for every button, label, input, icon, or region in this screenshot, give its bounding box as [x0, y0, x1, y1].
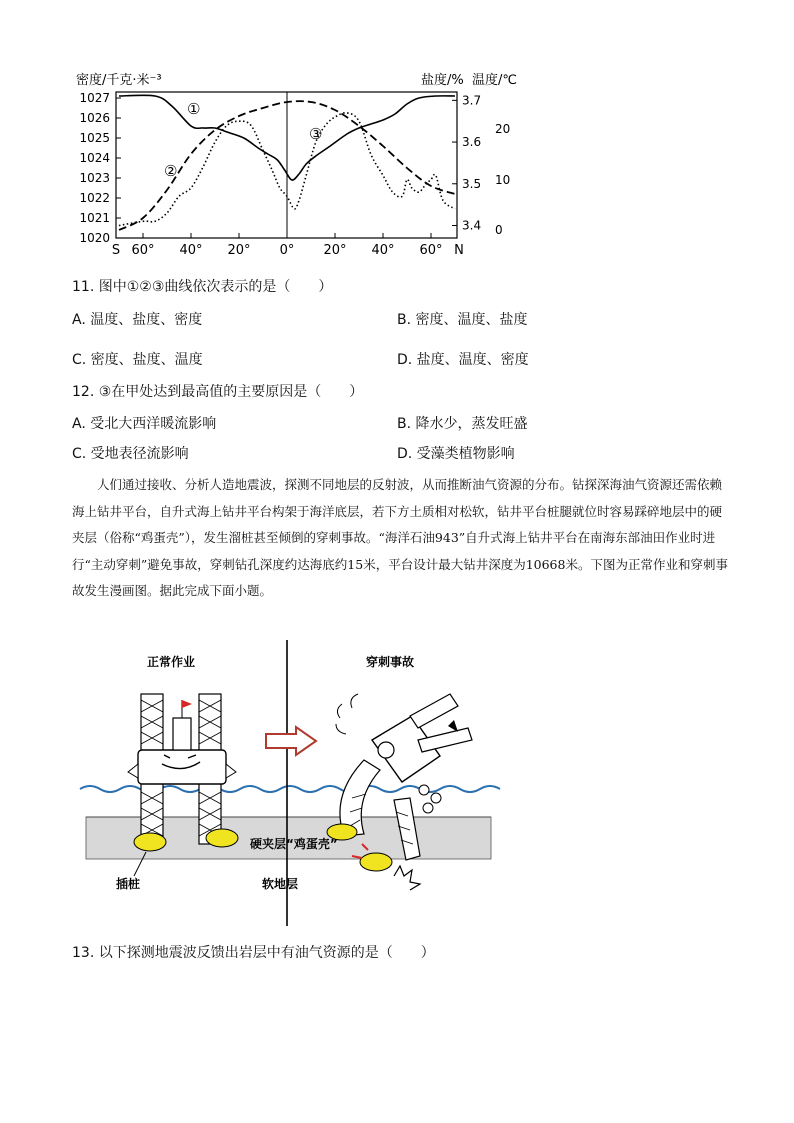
- flag-icon: [182, 700, 192, 708]
- sinking-pile-foot: [360, 853, 392, 871]
- q12-option-a[interactable]: A. 受北大西洋暖流影响: [72, 416, 217, 432]
- arrow-icon: [266, 727, 316, 755]
- curve-label-1: ①: [187, 100, 201, 118]
- q11-option-b[interactable]: B. 密度、温度、盐度: [397, 312, 528, 328]
- density-tick-label: 1023: [79, 171, 110, 185]
- drilling-platform-cartoon: [0, 636, 794, 930]
- temperature-tick-label: 0: [495, 223, 503, 237]
- density-tick-label: 1026: [79, 111, 110, 125]
- right-pile-foot: [206, 829, 238, 847]
- q11-stem: 11. 图中①②③曲线依次表示的是（ ）: [72, 279, 333, 295]
- q12-stem: 12. ③在甲处达到最高值的主要原因是（ ）: [72, 384, 364, 400]
- density-tick-label: 1020: [79, 231, 110, 245]
- temperature-axis-label: 温度/℃: [472, 73, 517, 88]
- latitude-axis: [112, 233, 464, 258]
- latitude-tick-label: N: [454, 243, 464, 258]
- temperature-axis: [495, 122, 510, 237]
- q11-option-d[interactable]: D. 盐度、温度、密度: [397, 352, 529, 368]
- q11-option-c[interactable]: C. 密度、盐度、温度: [72, 352, 203, 368]
- q11-option-a[interactable]: A. 温度、盐度、密度: [72, 312, 203, 328]
- q12-option-c[interactable]: C. 受地表径流影响: [72, 446, 189, 462]
- salinity-axis-label: 盐度/%: [421, 73, 464, 88]
- temperature-tick-label: 10: [495, 173, 511, 187]
- latitude-tick-label: 60°: [131, 243, 155, 258]
- left-pile-foot: [134, 833, 166, 851]
- salinity-axis: [452, 93, 481, 232]
- latitude-tick-label: 40°: [371, 243, 395, 258]
- density-tick-label: 1022: [79, 191, 110, 205]
- latitude-tick-label: 60°: [419, 243, 443, 258]
- ocean-properties-chart: [0, 60, 794, 265]
- density-tick-label: 1025: [79, 131, 110, 145]
- pile-label: 插桩: [116, 877, 141, 891]
- reading-passage: [72, 472, 732, 605]
- q13-stem: 13. 以下探测地震波反馈出岩层中有油气资源的是（ ）: [72, 945, 435, 961]
- salinity-tick-label: 3.6: [462, 135, 482, 150]
- salinity-tick-label: 3.4: [462, 218, 482, 233]
- hard-layer-label: 硬夹层“鸡蛋壳”: [250, 837, 338, 851]
- density-tick-label: 1027: [79, 91, 110, 105]
- puncture-accident-title: 穿刺事故: [366, 655, 415, 669]
- curve-label-3: ③: [309, 125, 323, 143]
- tilted-platform: [327, 694, 472, 890]
- left-axis-label: 密度/千克·米⁻³: [76, 73, 162, 88]
- density-tick-label: 1021: [79, 211, 110, 225]
- latitude-tick-label: 20°: [323, 243, 347, 258]
- curve-label-2: ②: [164, 162, 178, 180]
- passage-paragraph: 人们通过接收、分析人造地震波，探测不同地层的反射波，从而推断油气资源的分布。钻探深海油气资源还需依赖海上钻井平台，自升式海上钻井平台构架于海洋底层，若下方土质相对松软，钻井平台桩腿就位时容易踩碎地层中的硬夹层（俗称“鸡蛋壳”），发生溜桩甚至倾倒的穿刺事故。“海洋石油943”自升式海上钻井平台在南海东部油田作业时进行“主动穿刺”避免事故，穿刺钻孔深度约达海底约15米，平台设计最大钻井深度为10668米。下图为正常作业和穿刺事故发生漫画图。据此完成下面小题。: [72, 477, 728, 598]
- flag-icon: [448, 720, 458, 732]
- q12-option-d[interactable]: D. 受藻类植物影响: [397, 446, 515, 462]
- latitude-tick-label: S: [111, 243, 121, 258]
- crack-burst-icon: [394, 866, 420, 890]
- soft-layer-label: 软地层: [262, 877, 299, 891]
- latitude-tick-label: 40°: [179, 243, 203, 258]
- latitude-tick-label: 20°: [227, 243, 251, 258]
- density-tick-label: 1024: [79, 151, 110, 165]
- q12-option-b[interactable]: B. 降水少，蒸发旺盛: [397, 416, 528, 432]
- salinity-tick-label: 3.7: [462, 93, 482, 108]
- salinity-tick-label: 3.5: [462, 176, 482, 191]
- temperature-tick-label: 20: [495, 122, 511, 136]
- latitude-tick-label: 0°: [279, 243, 295, 258]
- normal-operation-title: 正常作业: [147, 655, 196, 669]
- density-axis: [79, 91, 121, 245]
